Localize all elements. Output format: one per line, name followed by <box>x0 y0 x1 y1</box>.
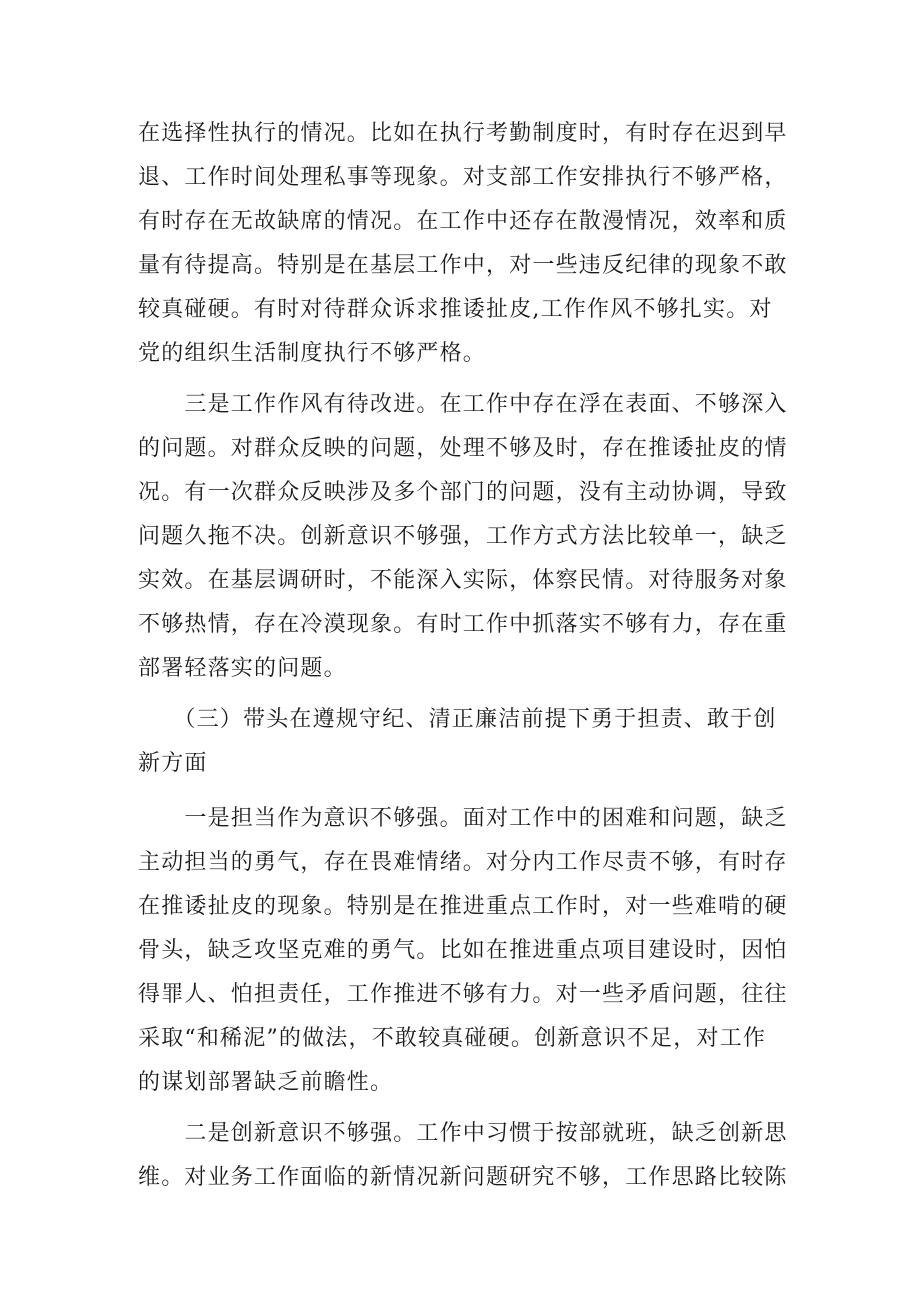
text-line: 有时存在无故缺席的情况。在工作中还存在散漫情况，效率和质 <box>138 209 788 234</box>
text-line: 二是创新意识不够强。工作中习惯于按部就班，缺乏创新思 <box>138 1121 788 1146</box>
text-line: 得罪人、怕担责任，工作推进不够有力。对一些矛盾问题，往往 <box>138 982 788 1007</box>
text-line: 退、工作时间处理私事等现象。对支部工作安排执行不够严格， <box>138 165 788 190</box>
text-line: 的谋划部署缺乏前瞻性。 <box>138 1070 394 1095</box>
text-line: 部署轻落实的问题。 <box>138 656 347 681</box>
text-line: 实效。在基层调研时，不能深入实际，体察民情。对待服务对象 <box>138 568 788 593</box>
text-line: 采取“和稀泥”的做法，不敢较真碰硬。创新意识不足，对工作 <box>138 1026 767 1051</box>
text-line: 在推诿扯皮的现象。特别是在推进重点工作时，对一些难啃的硬 <box>138 894 788 919</box>
text-line: 三是工作作风有待改进。在工作中存在浮在表面、不够深入 <box>138 392 788 417</box>
text-line: 一是担当作为意识不够强。面对工作中的困难和问题，缺乏 <box>138 806 788 831</box>
text-line: 主动担当的勇气，存在畏难情绪。对分内工作尽责不够，有时存 <box>138 850 788 875</box>
text-line: 况。有一次群众反映涉及多个部门的问题，没有主动协调，导致 <box>138 480 788 505</box>
section-heading-line: 新方面 <box>138 751 208 776</box>
section-heading-line: （三）带头在遵规守纪、清正廉洁前提下勇于担责、敢于创 <box>138 707 777 732</box>
text-line: 量有待提高。特别是在基层工作中，对一些违反纪律的现象不敢 <box>138 253 788 278</box>
text-line: 的问题。对群众反映的问题，处理不够及时，存在推诿扯皮的情 <box>138 436 788 461</box>
text-line: 较真碰硬。有时对待群众诉求推诿扯皮,工作作风不够扎实。对 <box>138 297 773 322</box>
text-line: 问题久拖不决。创新意识不够强，工作方式方法比较单一，缺乏 <box>138 524 788 549</box>
text-line: 骨头，缺乏攻坚克难的勇气。比如在推进重点项目建设时，因怕 <box>138 938 788 963</box>
document-body <box>138 112 798 1200</box>
text-line: 在选择性执行的情况。比如在执行考勤制度时，有时存在迟到早 <box>138 121 788 146</box>
text-line: 维。对业务工作面临的新情况新问题研究不够，工作思路比较陈 <box>138 1165 788 1190</box>
text-line: 不够热情，存在冷漠现象。有时工作中抓落实不够有力，存在重 <box>138 612 788 637</box>
text-line: 党的组织生活制度执行不够严格。 <box>138 341 487 366</box>
